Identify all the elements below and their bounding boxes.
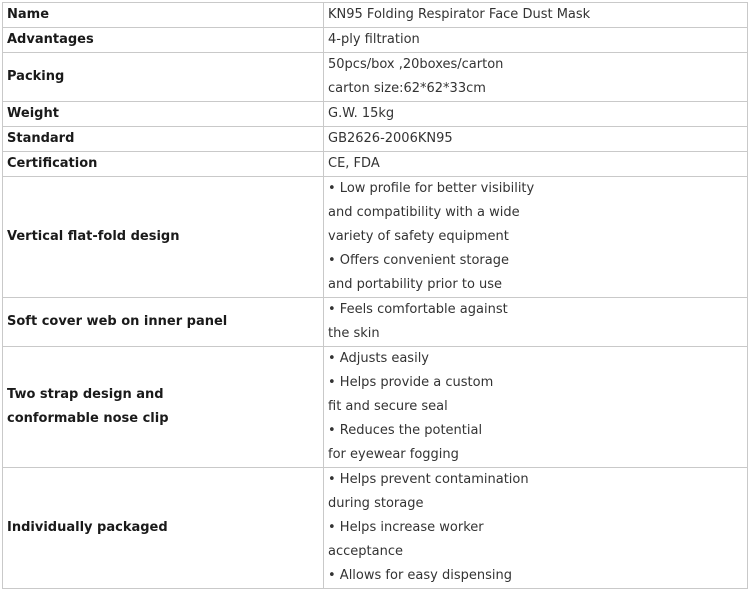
spec-value-cell bbox=[324, 298, 748, 347]
spec-value-line: • Adjusts easily bbox=[328, 351, 429, 366]
spec-value-cell bbox=[324, 28, 748, 53]
spec-row bbox=[3, 3, 748, 28]
spec-label-text: Weight bbox=[7, 106, 59, 121]
spec-row bbox=[3, 298, 748, 347]
spec-value-line: • Helps prevent contamination bbox=[328, 472, 529, 487]
spec-value-line: fit and secure seal bbox=[328, 399, 448, 414]
spec-row bbox=[3, 468, 748, 589]
spec-value-line: variety of safety equipment bbox=[328, 229, 509, 244]
spec-label-cell bbox=[3, 127, 324, 152]
spec-value-line: • Helps provide a custom bbox=[328, 375, 494, 390]
spec-label-cell bbox=[3, 152, 324, 177]
spec-label-text: Standard bbox=[7, 131, 75, 146]
spec-value-line: • Reduces the potential bbox=[328, 423, 483, 438]
spec-label-cell bbox=[3, 102, 324, 127]
spec-value-line: GB2626-2006KN95 bbox=[328, 131, 453, 146]
spec-value-cell bbox=[324, 347, 748, 468]
spec-label-cell bbox=[3, 468, 324, 589]
spec-label-text: conformable nose clip bbox=[7, 411, 169, 426]
spec-label-text: Certification bbox=[7, 156, 98, 171]
product-spec-table bbox=[2, 2, 748, 589]
spec-label-cell bbox=[3, 298, 324, 347]
spec-value-line: carton size:62*62*33cm bbox=[328, 81, 486, 96]
spec-label-cell bbox=[3, 3, 324, 28]
spec-row bbox=[3, 102, 748, 127]
spec-value-line: • Low profile for better visibility bbox=[328, 181, 535, 196]
spec-value-cell bbox=[324, 177, 748, 298]
spec-table-body bbox=[3, 3, 748, 589]
spec-value-cell bbox=[324, 53, 748, 102]
spec-value-line: • Allows for easy dispensing bbox=[328, 568, 512, 583]
spec-label-cell bbox=[3, 177, 324, 298]
spec-value-line: 50pcs/box ,20boxes/carton bbox=[328, 57, 504, 72]
spec-label-text: Name bbox=[7, 7, 50, 22]
spec-value-cell bbox=[324, 152, 748, 177]
spec-value-line: 4-ply filtration bbox=[328, 32, 420, 47]
spec-value-cell bbox=[324, 102, 748, 127]
spec-row bbox=[3, 347, 748, 468]
spec-value-line: and compatibility with a wide bbox=[328, 205, 520, 220]
spec-value-cell bbox=[324, 127, 748, 152]
spec-label-cell bbox=[3, 28, 324, 53]
spec-value-line: and portability prior to use bbox=[328, 277, 503, 292]
spec-value-line: for eyewear fogging bbox=[328, 447, 459, 462]
spec-row bbox=[3, 28, 748, 53]
spec-value-line: • Helps increase worker bbox=[328, 520, 484, 535]
spec-row bbox=[3, 127, 748, 152]
spec-label-cell bbox=[3, 53, 324, 102]
spec-label-text: Vertical flat-fold design bbox=[7, 229, 180, 244]
spec-label-text: Two strap design and bbox=[7, 387, 164, 402]
spec-value-line: the skin bbox=[328, 326, 380, 341]
spec-value-cell bbox=[324, 468, 748, 589]
spec-row bbox=[3, 53, 748, 102]
spec-label-cell bbox=[3, 347, 324, 468]
spec-row bbox=[3, 177, 748, 298]
spec-value-line: KN95 Folding Respirator Face Dust Mask bbox=[328, 7, 591, 22]
spec-label-text: Soft cover web on inner panel bbox=[7, 314, 228, 329]
spec-label-text: Individually packaged bbox=[7, 520, 168, 535]
spec-row bbox=[3, 152, 748, 177]
spec-value-line: acceptance bbox=[328, 544, 403, 559]
spec-label-text: Packing bbox=[7, 69, 65, 84]
spec-value-line: • Offers convenient storage bbox=[328, 253, 509, 268]
spec-value-cell bbox=[324, 3, 748, 28]
spec-value-line: G.W. 15kg bbox=[328, 106, 395, 121]
spec-value-line: • Feels comfortable against bbox=[328, 302, 508, 317]
spec-label-text: Advantages bbox=[7, 32, 94, 47]
spec-value-line: during storage bbox=[328, 496, 424, 511]
spec-value-line: CE, FDA bbox=[328, 156, 380, 171]
